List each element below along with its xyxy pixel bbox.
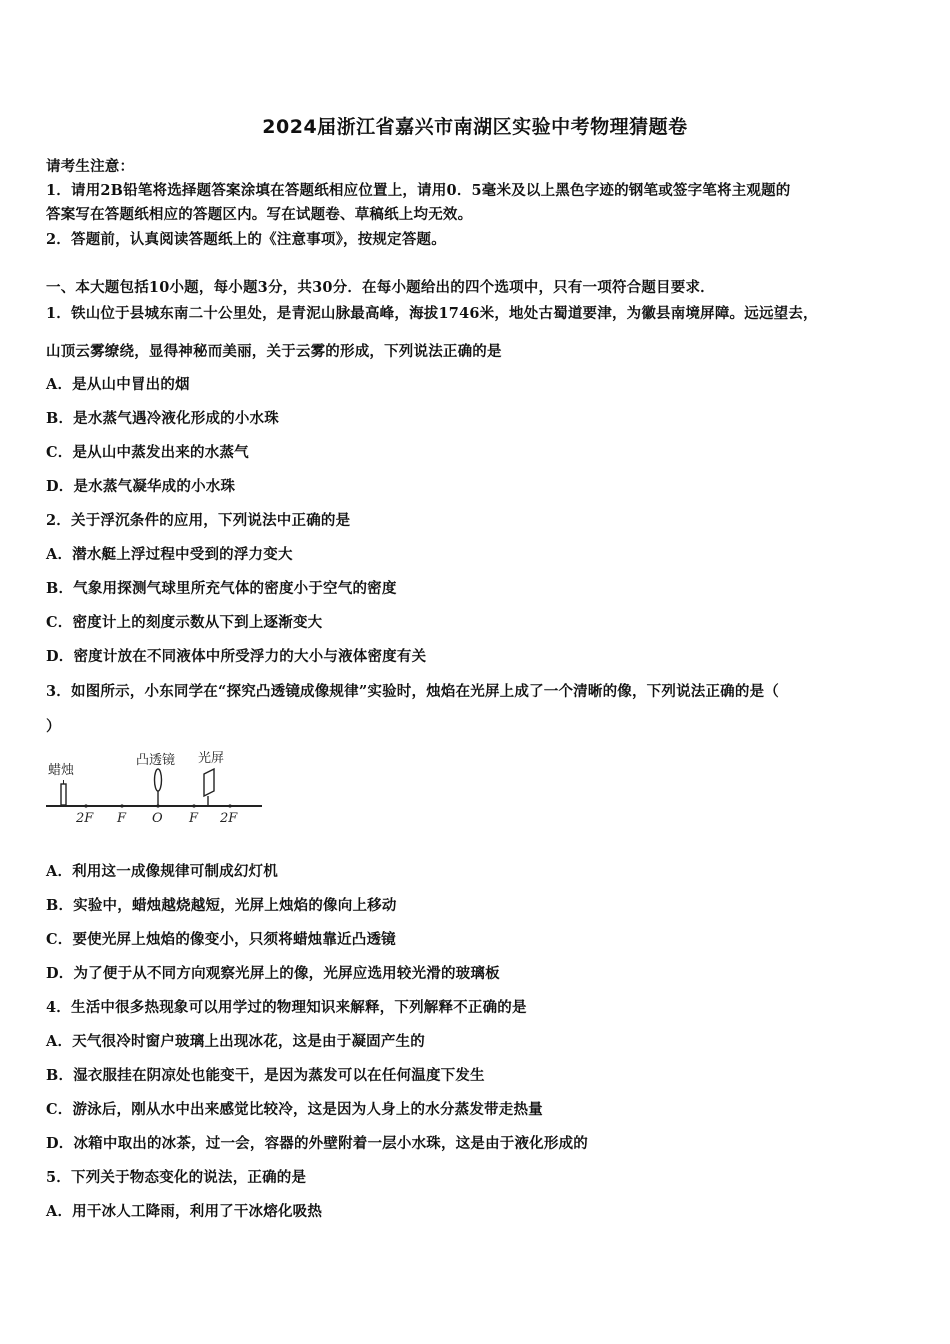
question-1-stem-line-2: 山顶云雾缭绕，显得神秘而美丽，关于云雾的形成，下列说法正确的是 [46,343,502,360]
question-1-stem-line-1: 1．铁山位于县城东南二十公里处，是青泥山脉最高峰，海拔1746米，地处古蜀道要津，为徽县南境屏障。远远望去， [46,305,818,322]
label-candle: 蜡烛 [48,763,75,778]
question-3-stem-line-1: 3．如图所示，小东同学在“探究凸透镜成像规律”实验时，烛焰在光屏上成了一个清晰的像，下列说法正确的是（ [46,683,779,700]
label-lens: 凸透镜 [136,753,176,768]
tick-dot-2f-left [84,804,87,807]
question-2-option-c: C．密度计上的刻度示数从下到上逐渐变大 [46,614,323,631]
question-2-option-a: A．潜水艇上浮过程中受到的浮力变大 [46,546,293,563]
question-3-option-a: A．利用这一成像规律可制成幻灯机 [46,863,278,880]
question-1-option-d: D．是水蒸气凝华成的小水珠 [46,478,236,495]
page-title: 2024届浙江省嘉兴市南湖区实验中考物理猜题卷 [262,116,688,138]
tick-label-2f-right: 2F [220,811,238,826]
tick-label-f-right: F [189,811,199,826]
question-4-option-b: B．湿衣服挂在阴凉处也能变干，是因为蒸发可以在任何温度下发生 [46,1067,485,1084]
question-4-option-c: C．游泳后，刚从水中出来感觉比较冷，这是因为人身上的水分蒸发带走热量 [46,1101,543,1118]
section-heading: 一、本大题包括10小题，每小题3分，共30分．在每小题给出的四个选项中，只有一项符合题目要求． [46,279,715,296]
tick-dot-2f-right [228,804,231,807]
lens-experiment-figure [44,744,264,826]
question-3-stem-line-2: ） [46,718,61,735]
tick-label-2f-left: 2F [76,811,94,826]
question-3-option-d: D．为了便于从不同方向观察光屏上的像，光屏应选用较光滑的玻璃板 [46,965,500,982]
question-5-option-a: A．用干冰人工降雨，利用了干冰熔化吸热 [46,1203,323,1220]
question-1-option-a: A．是从山中冒出的烟 [46,376,190,393]
tick-label-o: O [152,811,163,826]
label-screen: 光屏 [198,751,225,766]
notice-item-1-line-2: 答案写在答题纸相应的答题区内。写在试题卷、草稿纸上均无效。 [46,206,473,223]
question-4-option-d: D．冰箱中取出的冰茶，过一会，容器的外壁附着一层小水珠，这是由于液化形成的 [46,1135,588,1152]
question-4-option-a: A．天气很冷时窗户玻璃上出现冰花，这是由于凝固产生的 [46,1033,425,1050]
question-3-option-c: C．要使光屏上烛焰的像变小，只须将蜡烛靠近凸透镜 [46,931,396,948]
notice-item-2: 2．答题前，认真阅读答题纸上的《注意事项》，按规定答题。 [46,231,446,248]
question-2-option-b: B．气象用探测气球里所充气体的密度小于空气的密度 [46,580,397,597]
notice-item-1-line-1: 1．请用2B铅笔将选择题答案涂填在答题纸相应位置上，请用0．5毫米及以上黑色字迹的钢笔或签字笔将主观题的 [46,182,791,199]
tick-dot-f-left [120,804,123,807]
question-1-option-c: C．是从山中蒸发出来的水蒸气 [46,444,249,461]
tick-label-f-left: F [117,811,127,826]
question-2-option-d: D．密度计放在不同液体中所受浮力的大小与液体密度有关 [46,648,427,665]
question-3-option-b: B．实验中，蜡烛越烧越短，光屏上烛焰的像向上移动 [46,897,397,914]
notice-heading: 请考生注意： [46,158,135,175]
tick-dot-f-right [192,804,195,807]
candle-icon [61,784,66,805]
question-1-option-b: B．是水蒸气遇冷液化形成的小水珠 [46,410,279,427]
question-4-stem: 4．生活中很多热现象可以用学过的物理知识来解释，下列解释不正确的是 [46,999,527,1016]
convex-lens-icon [155,769,162,791]
light-screen-icon [204,769,214,796]
question-2-stem: 2．关于浮沉条件的应用，下列说法中正确的是 [46,512,351,529]
question-5-stem: 5．下列关于物态变化的说法，正确的是 [46,1169,307,1186]
